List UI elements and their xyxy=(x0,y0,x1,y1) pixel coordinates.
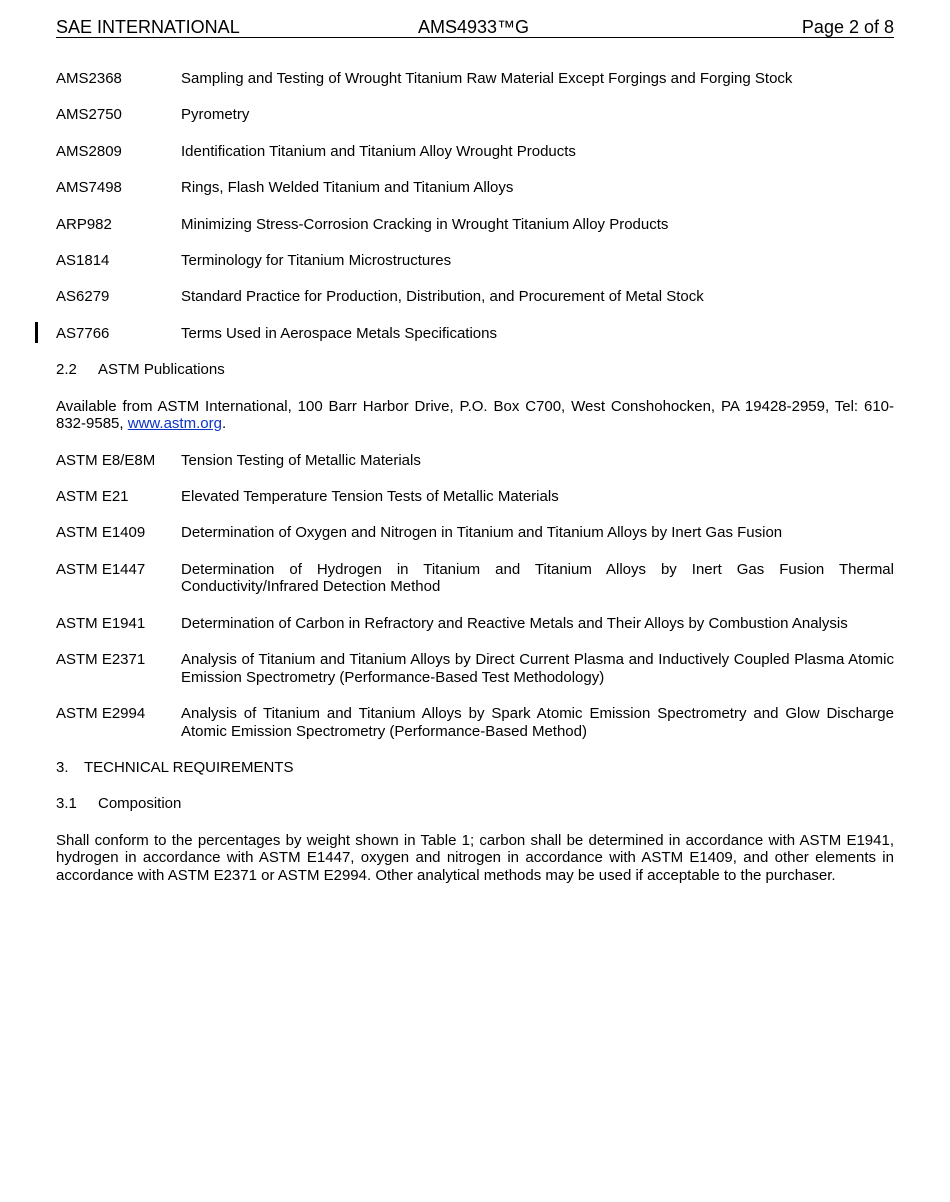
reference-title: Terms Used in Aerospace Metals Specifications xyxy=(181,324,497,342)
section-heading-technical-requirements xyxy=(56,759,894,777)
reference-row xyxy=(56,70,894,88)
reference-row xyxy=(56,524,894,542)
reference-code: AMS2368 xyxy=(56,70,122,87)
section-title: TECHNICAL REQUIREMENTS xyxy=(84,759,294,777)
reference-code: AMS7498 xyxy=(56,179,122,197)
reference-code: AMS2750 xyxy=(56,106,122,124)
reference-row xyxy=(56,106,894,124)
reference-code: ASTM E1941 xyxy=(56,614,146,632)
reference-title: Sampling and Testing of Wrought Titanium Raw Material Except Forgings and Forging Stock xyxy=(181,70,793,87)
reference-title: Determination of Hydrogen in Titanium and Titanium Alloys by Inert Gas Fusion Thermal Conductivity/Infrared Detection Method xyxy=(181,560,894,596)
section-heading-composition xyxy=(56,795,894,813)
reference-code: ASTM E1409 xyxy=(56,524,146,542)
reference-row xyxy=(56,288,894,306)
header-page-number: Page 2 of 8 xyxy=(801,17,894,37)
section-number: 2.2 xyxy=(56,361,77,379)
reference-row xyxy=(56,179,894,197)
revision-change-bar xyxy=(35,322,38,343)
reference-code: AS7766 xyxy=(56,324,110,342)
section-number: 3. xyxy=(56,759,69,777)
page-header xyxy=(56,17,894,38)
availability-trailing: . xyxy=(221,415,227,433)
reference-title: Analysis of Titanium and Titanium Alloys by Direct Current Plasma and Inductively Coupled Plasma Atomic Emission Spectrometry (Performance-Based Test Methodology) xyxy=(181,651,894,686)
reference-title: Determination of Carbon in Refractory and Reactive Metals and Their Alloys by Combustion Analysis xyxy=(181,614,848,632)
composition-paragraph: Shall conform to the percentages by weight shown in Table 1; carbon shall be determined in accordance with ASTM E1941, hydrogen in accordance with ASTM E1447, oxygen and nitrogen in accordance with ASTM E1409, and other elements in accordance with ASTM E2371 or ASTM E2994. Other analytical methods may be used if acceptable to the purchaser. xyxy=(56,831,894,884)
availability-text: Available from ASTM International, 100 Barr Harbor Drive, P.O. Box C700, West Conshohocken, PA 19428-2959, Tel: 610-832-9585, xyxy=(56,397,894,433)
reference-row xyxy=(56,252,894,270)
astm-availability-paragraph xyxy=(56,398,894,433)
reference-row xyxy=(56,651,894,686)
reference-title: Tension Testing of Metallic Materials xyxy=(181,451,421,469)
reference-row xyxy=(56,216,894,234)
reference-code: AMS2809 xyxy=(56,142,122,160)
reference-title: Pyrometry xyxy=(181,106,250,124)
reference-code: ASTM E1447 xyxy=(56,560,146,578)
reference-code: ASTM E2994 xyxy=(56,705,146,723)
reference-row xyxy=(56,452,894,470)
section-number: 3.1 xyxy=(56,795,77,813)
reference-row xyxy=(56,705,894,740)
reference-title: Standard Practice for Production, Distribution, and Procurement of Metal Stock xyxy=(181,288,704,306)
reference-code: AS6279 xyxy=(56,288,110,306)
reference-title: Rings, Flash Welded Titanium and Titanium Alloys xyxy=(181,179,514,197)
section-title: Composition xyxy=(98,795,182,813)
reference-title: Terminology for Titanium Microstructures xyxy=(181,251,452,269)
reference-code: AS1814 xyxy=(56,251,110,269)
reference-row xyxy=(56,615,894,633)
document-body xyxy=(56,70,894,903)
reference-row xyxy=(56,561,894,596)
reference-title: Identification Titanium and Titanium Alloy Wrought Products xyxy=(181,142,576,160)
reference-row xyxy=(56,488,894,506)
header-org: SAE INTERNATIONAL xyxy=(56,17,240,37)
reference-row xyxy=(56,143,894,161)
reference-code: ASTM E8/E8M xyxy=(56,451,156,469)
reference-title: Minimizing Stress-Corrosion Cracking in Wrought Titanium Alloy Products xyxy=(181,215,669,233)
header-doc-id: AMS4933™G xyxy=(418,17,530,37)
section-title: ASTM Publications xyxy=(98,361,225,379)
reference-row xyxy=(56,325,894,343)
reference-title: Elevated Temperature Tension Tests of Metallic Materials xyxy=(181,487,559,505)
reference-title: Analysis of Titanium and Titanium Alloys by Spark Atomic Emission Spectrometry and Glow Discharge Atomic Emission Spectrometry (Performance-Based Method) xyxy=(181,705,894,740)
section-heading-astm xyxy=(56,361,894,379)
reference-title: Determination of Oxygen and Nitrogen in Titanium and Titanium Alloys by Inert Gas Fusion xyxy=(181,524,783,542)
reference-code: ASTM E21 xyxy=(56,487,129,505)
reference-code: ASTM E2371 xyxy=(56,651,146,669)
astm-website-link[interactable]: www.astm.org xyxy=(127,415,222,433)
reference-code: ARP982 xyxy=(56,215,112,233)
